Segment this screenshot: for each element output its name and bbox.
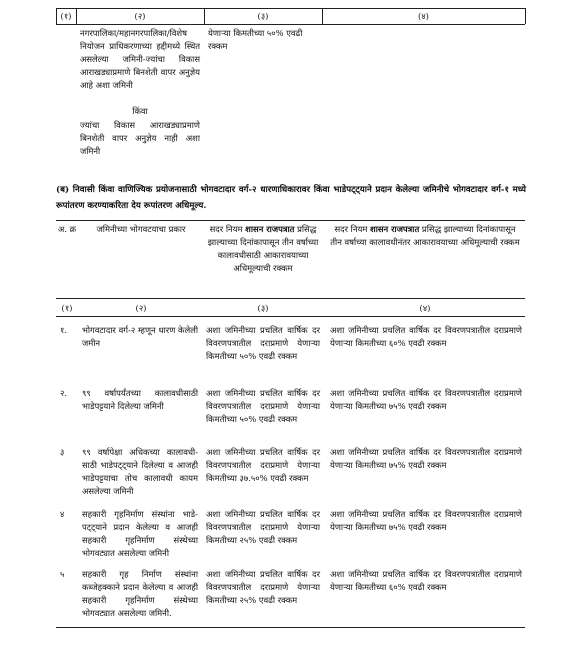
row-number: १. — [60, 325, 68, 335]
land-type-cell: सहकारी गृहनिर्माण संस्थांना भाडे-पट्ट्याने प्रदान केलेल्या व आजही सहकारी गृहनिर्माण संस्थेच्या भोगवट्यात असलेल्या जमिनी — [82, 509, 198, 558]
header-land-type: जमिनीच्या भोगवटयाचा प्रकार — [96, 224, 186, 234]
amount-cell: येणाऱ्या किमतीच्या ५०% एवढी रक्कम — [208, 28, 303, 51]
land-type-cell: सहकारी गृह निर्माण संस्थांना कब्जेहक्काने प्रदान केलेल्या व आजही सहकारी गृहनिर्माण संस्थेच्या भोगवट्यात असलेल्या जमिनी. — [82, 569, 198, 618]
column-number: (२) — [134, 11, 146, 21]
after-amount-cell: अशा जमिनीच्या प्रचलित वार्षिक दर विवरणपत्रातील दराप्रमाणे येणाऱ्या किमतीच्या ६०% एवढी रक्कम — [330, 569, 522, 592]
table-border — [56, 24, 525, 25]
table-border — [56, 627, 525, 628]
table-border — [56, 8, 525, 9]
land-type-cell: भोगवटादार वर्ग-२ म्हणून धारण केलेली जमीन — [82, 325, 198, 348]
within-amount-cell: अशा जमिनीच्या प्रचलित वार्षिक दर विवरणपत्रातील दराप्रमाणे येणाऱ्या किमतीच्या २५% एवढी रक्कम — [206, 509, 320, 545]
land-type-cell: ९९ वर्षापेक्षा अधिकच्या कालावधी-साठी भाडेपट्ट्याने दिलेल्या व आजही भाडेपट्टयाचा तोच कालावधी कायम असलेल्या जमिनी — [82, 447, 198, 496]
land-type-cell: ज्यांचा विकास आराखड्याप्रमाणे बिनशेती वापर अनुज्ञेय नाही अशा जमिनी — [80, 120, 200, 156]
after-amount-cell: अशा जमिनीच्या प्रचलित वार्षिक दर विवरणपत्रातील दराप्रमाणे येणाऱ्या किमतीच्या ७५% एवढी रक्कम — [330, 388, 522, 411]
row-number: ४ — [60, 509, 65, 519]
header-after-three-years: सदर नियम शासन राजपत्रात प्रसिद्ध झाल्याच्या दिनांकापासून तीन वर्षाच्या कालावधीनंतर आकारावयाच्या अधिमूल्याची रक्कम — [330, 224, 520, 247]
table-border — [56, 298, 525, 299]
after-amount-cell: अशा जमिनीच्या प्रचलित वार्षिक दर विवरणपत्रातील दराप्रमाणे येणाऱ्या किमतीच्या ६०% एवढी रक्कम — [330, 325, 522, 348]
column-number: (१) — [61, 303, 73, 313]
column-number: (४) — [419, 303, 431, 313]
table-border — [56, 220, 525, 221]
column-number: (३) — [257, 11, 269, 21]
row-number: ३ — [60, 447, 65, 457]
column-number: (३) — [257, 303, 269, 313]
within-amount-cell: अशा जमिनीच्या प्रचलित वार्षिक दर विवरणपत्रातील दराप्रमाणे येणाऱ्या किमतीच्या २५% एवढी रक्कम — [206, 569, 320, 605]
header-within-three-years: सदर नियम शासन राजपत्रात प्रसिद्ध झाल्याच्या दिनांकापासून तीन वर्षाच्या कालावधीसाठी आकारावयाच्या अधिमूल्याची रक्कम — [207, 224, 319, 273]
column-number: (४) — [418, 11, 429, 21]
after-amount-cell: अशा जमिनीच्या प्रचलित वार्षिक दर विवरणपत्रातील दराप्रमाणे येणाऱ्या किमतीच्या ७५% एवढी रक्कम — [330, 447, 522, 470]
header-serial: अ. क्र — [57, 224, 77, 234]
column-number: (१) — [60, 11, 72, 21]
column-number: (२) — [135, 303, 147, 313]
land-type-cell: ९९ वर्षापर्यंतच्या कालावधीसाठी भाडेपट्टयाने दिलेल्या जमिनी — [82, 388, 198, 411]
table-border — [56, 316, 525, 317]
land-type-cell: नगरपालिका/महानगरपालिका/विशेष नियोजन प्राधिकरणाच्या हद्दीमध्ये स्थित असलेल्या जमिनी-ज्यांचा विकास आराखड्याप्रमाणे बिनशेती वापर अनुज्ञेय आहे अशा जमिनी — [80, 28, 200, 90]
table-border — [525, 8, 526, 24]
row-number: ५ — [60, 569, 65, 579]
section-heading: (ब) निवासी किंवा वाणिज्यिक प्रयोजनासाठी भोगवटादार वर्ग-२ धारणाधिकारावर किंवा भाडेपट्ट्याने प्रदान केलेल्या जमिनीचे भोगवटादार वर्ग-१ मध्ये रूपांतरण करण्याकरिता देय रूपांतरण अधिमूल्य. — [56, 185, 526, 211]
within-amount-cell: अशा जमिनीच्या प्रचलित वार्षिक दर विवरणपत्रातील दराप्रमाणे येणाऱ्या किमतीच्या ५०% एवढी रक्कम — [206, 388, 320, 424]
or-separator: किंवा — [132, 106, 148, 116]
row-number: २. — [60, 388, 68, 398]
after-amount-cell: अशा जमिनीच्या प्रचलित वार्षिक दर विवरणपत्रातील दराप्रमाणे येणाऱ्या किमतीच्या ७५% एवढी रक्कम — [330, 509, 522, 532]
within-amount-cell: अशा जमिनीच्या प्रचलित वार्षिक दर विवरणपत्रातील दराप्रमाणे येणाऱ्या किमतीच्या ५०% एवढी रक्कम — [206, 325, 320, 361]
within-amount-cell: अशा जमिनीच्या प्रचलित वार्षिक दर विवरणपत्रातील दराप्रमाणे येणाऱ्या किमतीच्या ३७.५०% एवढी रक्कम — [206, 447, 320, 483]
